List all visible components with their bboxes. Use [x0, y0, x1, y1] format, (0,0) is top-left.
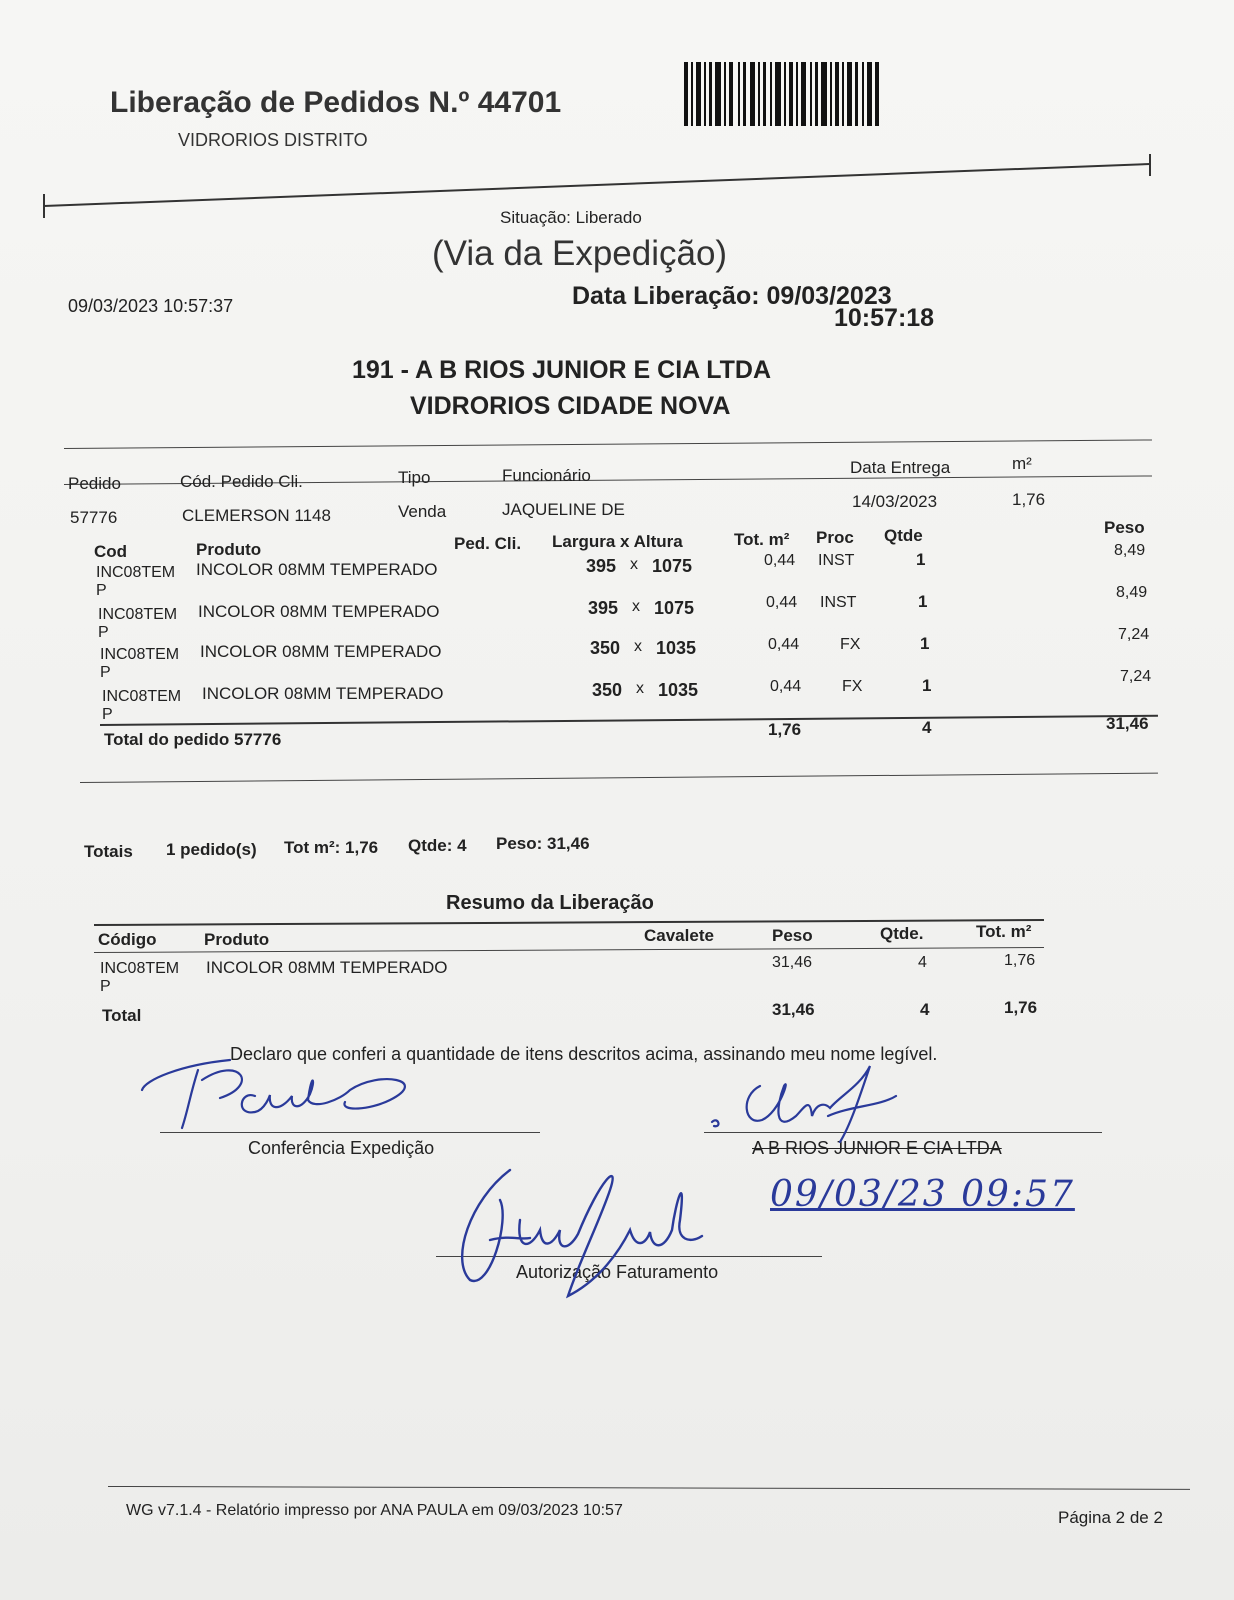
- totals-qtde: Qtde: 4: [408, 836, 467, 855]
- client-store: VIDRORIOS CIDADE NOVA: [410, 392, 731, 420]
- item-height: 1075: [654, 598, 695, 618]
- summary-title: Resumo da Liberação: [446, 892, 654, 914]
- header-rule: [0, 0, 1234, 230]
- summary-code: INC08TEM: [100, 960, 180, 977]
- signature-paulo: [140, 1050, 440, 1150]
- summary-col-peso: Peso: [772, 926, 813, 945]
- item-peso: 8,49: [1116, 584, 1148, 601]
- order-type: Venda: [398, 502, 447, 521]
- handwritten-date: 09/03/23 09:57: [770, 1174, 1075, 1215]
- order-total-label: Total do pedido 57776: [104, 730, 282, 749]
- items-col-produto: Produto: [196, 540, 262, 559]
- item-qtde: 1: [920, 634, 930, 653]
- item-width: 395: [586, 556, 617, 576]
- summary-code-suffix: P: [100, 978, 111, 995]
- order-total-m2: 1,76: [768, 720, 802, 739]
- signature-label-conferencia: Conferência Expedição: [248, 1138, 435, 1158]
- item-dim-separator: x: [632, 598, 640, 615]
- item-peso: 7,24: [1118, 626, 1150, 643]
- items-col-proc: Proc: [816, 528, 854, 547]
- col-tipo: Tipo: [398, 468, 431, 487]
- order-total-peso: 31,46: [1106, 714, 1149, 733]
- item-code-suffix: P: [98, 624, 109, 641]
- col-funcionario: Funcionário: [502, 466, 591, 485]
- item-width: 350: [592, 680, 623, 700]
- item-product: INCOLOR 08MM TEMPERADO: [196, 560, 438, 579]
- item-product: INCOLOR 08MM TEMPERADO: [200, 642, 442, 661]
- item-code-suffix: P: [102, 706, 113, 723]
- summary-tot: 1,76: [1004, 952, 1036, 969]
- item-product: INCOLOR 08MM TEMPERADO: [198, 602, 440, 621]
- order-m2: 1,76: [1012, 490, 1046, 509]
- situation-status: Situação: Liberado: [500, 208, 642, 227]
- col-m2: m²: [1012, 454, 1032, 473]
- order-number: 57776: [70, 508, 118, 527]
- order-total-rule: [100, 715, 1158, 726]
- document-title: Liberação de Pedidos N.º 44701: [110, 86, 562, 119]
- totals-m2: Tot m²: 1,76: [284, 838, 379, 857]
- summary-col-produto: Produto: [204, 930, 270, 949]
- summary-col-qtde: Qtde.: [880, 924, 924, 943]
- item-code-suffix: P: [100, 664, 111, 681]
- release-date: Data Liberação: 09/03/2023: [572, 282, 892, 310]
- summary-qtde: 4: [918, 954, 927, 971]
- signature-label-faturamento: Autorização Faturamento: [516, 1262, 719, 1282]
- totals-label: Totais: [84, 842, 133, 861]
- summary-peso: 31,46: [772, 954, 813, 971]
- release-time: 10:57:18: [834, 304, 935, 332]
- item-peso: 8,49: [1114, 542, 1146, 559]
- item-code: INC08TEM: [102, 688, 182, 705]
- summary-total-label: Total: [102, 1006, 142, 1025]
- item-product: INCOLOR 08MM TEMPERADO: [202, 684, 444, 703]
- col-cod-pedido-cli: Cód. Pedido Cli.: [180, 472, 303, 491]
- item-tot-m2: 0,44: [770, 678, 802, 695]
- item-width: 395: [588, 598, 619, 618]
- signature-ana-paula: [450, 1160, 730, 1300]
- footer-page-number: Página 2 de 2: [1058, 1508, 1163, 1527]
- item-qtde: 1: [916, 550, 926, 569]
- item-code: INC08TEM: [100, 646, 180, 663]
- item-height: 1035: [656, 638, 697, 658]
- summary-col-cavalete: Cavalete: [644, 926, 714, 945]
- item-code: INC08TEM: [96, 564, 176, 581]
- order-total-qtde: 4: [922, 718, 932, 737]
- items-col-qtde: Qtde: [884, 526, 923, 545]
- item-dim-separator: x: [636, 680, 644, 697]
- item-dim-separator: x: [630, 556, 638, 573]
- items-col-dims: Largura x Altura: [552, 532, 683, 551]
- item-dim-separator: x: [634, 638, 642, 655]
- footer-printed-by: WG v7.1.4 - Relatório impresso por ANA PAULA em 09/03/2023 10:57: [126, 1502, 623, 1519]
- signature-label-company: A B RIOS JUNIOR E CIA LTDA: [752, 1138, 1002, 1158]
- copy-label: (Via da Expedição): [432, 234, 728, 273]
- employee: JAQUELINE DE: [502, 500, 625, 519]
- items-col-tot: Tot. m²: [734, 530, 790, 549]
- item-height: 1035: [658, 680, 699, 700]
- item-qtde: 1: [922, 676, 932, 695]
- section-rule: [80, 773, 1158, 783]
- item-tot-m2: 0,44: [764, 552, 796, 569]
- client-order-code: CLEMERSON 1148: [182, 506, 331, 525]
- summary-total-qtde: 4: [920, 1000, 930, 1019]
- col-data-entrega: Data Entrega: [850, 458, 951, 477]
- order-header-top-rule: [64, 439, 1152, 449]
- item-code: INC08TEM: [98, 606, 178, 623]
- delivery-date: 14/03/2023: [852, 492, 938, 511]
- item-qtde: 1: [918, 592, 928, 611]
- print-timestamp: 09/03/2023 10:57:37: [68, 296, 234, 316]
- item-width: 350: [590, 638, 621, 658]
- client-name: 191 - A B RIOS JUNIOR E CIA LTDA: [352, 356, 772, 384]
- footer-rule: [108, 1486, 1190, 1490]
- item-tot-m2: 0,44: [768, 636, 800, 653]
- summary-product: INCOLOR 08MM TEMPERADO: [206, 958, 448, 977]
- item-code-suffix: P: [96, 582, 107, 599]
- totals-orders: 1 pedido(s): [166, 840, 257, 859]
- item-proc: INST: [818, 552, 855, 569]
- item-proc: INST: [820, 594, 857, 611]
- items-col-ped-cli: Ped. Cli.: [454, 534, 522, 553]
- item-tot-m2: 0,44: [766, 594, 798, 611]
- signature-right: [700, 1056, 940, 1146]
- summary-col-codigo: Código: [98, 930, 157, 949]
- item-proc: FX: [842, 678, 863, 695]
- company-name: VIDRORIOS DISTRITO: [178, 130, 368, 150]
- summary-col-tot: Tot. m²: [976, 922, 1032, 941]
- summary-total-tot: 1,76: [1004, 998, 1038, 1017]
- totals-peso: Peso: 31,46: [496, 834, 590, 853]
- item-proc: FX: [840, 636, 861, 653]
- item-height: 1075: [652, 556, 693, 576]
- col-pedido: Pedido: [68, 474, 121, 493]
- item-peso: 7,24: [1120, 668, 1152, 685]
- items-col-peso: Peso: [1104, 518, 1145, 537]
- declaration-text: Declaro que conferi a quantidade de itens descritos acima, assinando meu nome legível.: [230, 1044, 938, 1064]
- items-col-cod: Cod: [94, 542, 128, 561]
- summary-total-peso: 31,46: [772, 1000, 815, 1019]
